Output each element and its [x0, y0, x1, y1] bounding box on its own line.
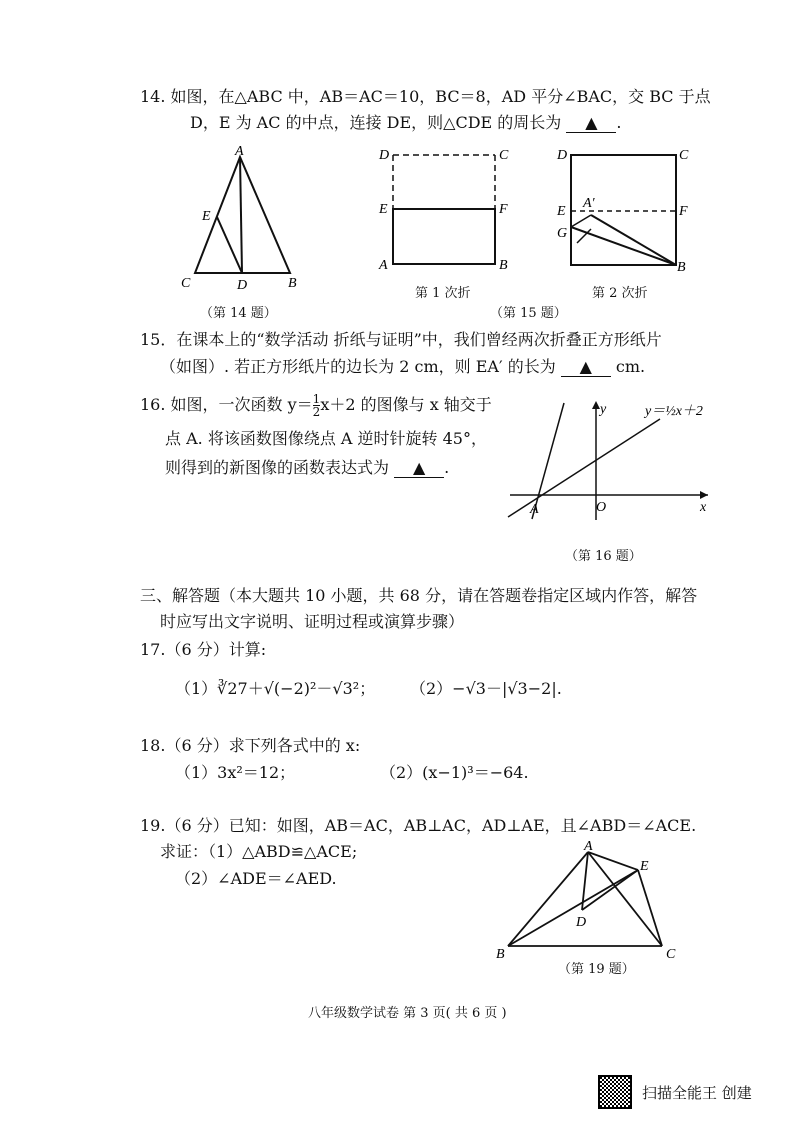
section3-line1: 三、解答题（本大题共 10 小题，共 68 分，请在答题卷指定区域内作答，解答	[140, 586, 698, 605]
label-C15b: C	[679, 148, 689, 163]
caption-fold2: 第 2 次折	[592, 286, 648, 301]
label-C14: C	[181, 276, 191, 291]
caption-fold1: 第 1 次折	[415, 286, 471, 301]
qr-code-icon	[598, 1075, 632, 1109]
q14-text-1: 14.	[140, 87, 166, 106]
figure-14	[175, 145, 315, 295]
q16-text-1b: x＋2 的图像与 x 轴交于	[320, 395, 492, 414]
label-C15a: C	[499, 148, 509, 163]
q16-answer-blank[interactable]: ▲	[394, 459, 444, 478]
q16-text-1a: 16. 如图，一次函数 y＝	[140, 395, 313, 414]
q15-line1: 15．在课本上的“数学活动 折纸与证明”中，我们曾经两次折叠正方形纸片	[140, 330, 662, 349]
figure-19	[490, 838, 690, 968]
label-E19: E	[640, 859, 649, 874]
q16-end: .	[444, 458, 450, 477]
label-B15b: B	[677, 260, 686, 275]
q14-text-2: D，E 为 AC 的中点，连接 DE，则△CDE 的周长为	[190, 113, 562, 132]
page-footer: 八年级数学试卷 第 3 页( 共 6 页 )	[308, 1006, 507, 1021]
label-E15a: E	[379, 202, 388, 217]
q14-text-1b: 如图，在△ABC 中，AB＝AC＝10，BC＝8，AD 平分∠BAC，交 BC 于点	[170, 87, 711, 106]
q14-line1	[140, 84, 711, 110]
q14-answer-blank[interactable]: ▲	[566, 114, 616, 133]
q16-line3	[165, 455, 449, 481]
label-y-axis: y	[600, 402, 607, 417]
caption-19: （第 19 题）	[558, 962, 635, 977]
caption-16: （第 16 题）	[565, 549, 642, 564]
label-A14: A	[235, 145, 244, 159]
q15-line2	[160, 354, 645, 380]
q16-frac-den: 2	[312, 405, 321, 419]
figure-16	[500, 395, 720, 525]
q17-part1: （1）∛27＋√(−2)²－√3²；	[175, 679, 376, 698]
caption-15: （第 15 题）	[490, 306, 567, 321]
label-E15b: E	[557, 204, 566, 219]
q16-line1	[140, 392, 492, 418]
label-A19: A	[584, 839, 593, 854]
q16-text-3: 则得到的新图像的函数表达式为	[165, 458, 390, 477]
q15-unit: cm.	[615, 357, 646, 376]
label-F15a: F	[499, 202, 508, 217]
label-A16: A	[530, 502, 539, 517]
q19-line1: 19.（6 分）已知：如图，AB＝AC，AB⊥AC，AD⊥AE，且∠ABD＝∠ACE.	[140, 816, 697, 835]
label-D15a: D	[379, 148, 390, 163]
q15-text-2: （如图）. 若正方形纸片的边长为 2 cm，则 EA′ 的长为	[160, 357, 556, 376]
q18-part2: （2）(x−1)³＝−64.	[380, 763, 529, 782]
figure-15-fold2	[555, 145, 695, 275]
label-E14: E	[202, 209, 211, 224]
scanner-watermark: 扫描全能王 创建	[642, 1084, 752, 1102]
label-x-axis: x	[700, 500, 707, 515]
q14-line2	[190, 110, 622, 136]
label-O16: O	[596, 500, 607, 515]
label-A15a: A	[379, 258, 388, 273]
q19-line2: 求证：（1）△ABD≌△ACE;	[160, 842, 358, 861]
q19-line3: （2）∠ADE＝∠AED.	[175, 869, 337, 888]
label-F15b: F	[679, 204, 688, 219]
label-D14: D	[237, 278, 248, 293]
label-D15b: D	[557, 148, 568, 163]
label-D19: D	[576, 915, 587, 930]
q18-part1: （1）3x²＝12；	[175, 763, 296, 782]
label-C19: C	[666, 947, 676, 962]
section3-line2: 时应写出文字说明、证明过程或演算步骤）	[160, 612, 465, 631]
label-B14: B	[288, 276, 297, 291]
label-B15a: B	[499, 258, 508, 273]
q17-title: 17.（6 分）计算:	[140, 640, 267, 659]
label-A-prime: A′	[583, 196, 595, 211]
q15-answer-blank[interactable]: ▲	[561, 358, 611, 377]
label-B19: B	[496, 947, 505, 962]
label-G15b: G	[557, 226, 568, 241]
caption-14: （第 14 题）	[200, 306, 277, 321]
q16-graph-label: y＝½x＋2	[645, 404, 703, 419]
q16-line2: 点 A. 将该函数图像绕点 A 逆时针旋转 45°，	[165, 429, 487, 448]
q18-title: 18.（6 分）求下列各式中的 x:	[140, 736, 361, 755]
q17-part2: （2）−√3－|√3−2|.	[410, 679, 562, 698]
figure-15-fold1	[375, 145, 510, 275]
q14-end: .	[616, 113, 622, 132]
q16-frac-num: 1	[312, 392, 321, 406]
